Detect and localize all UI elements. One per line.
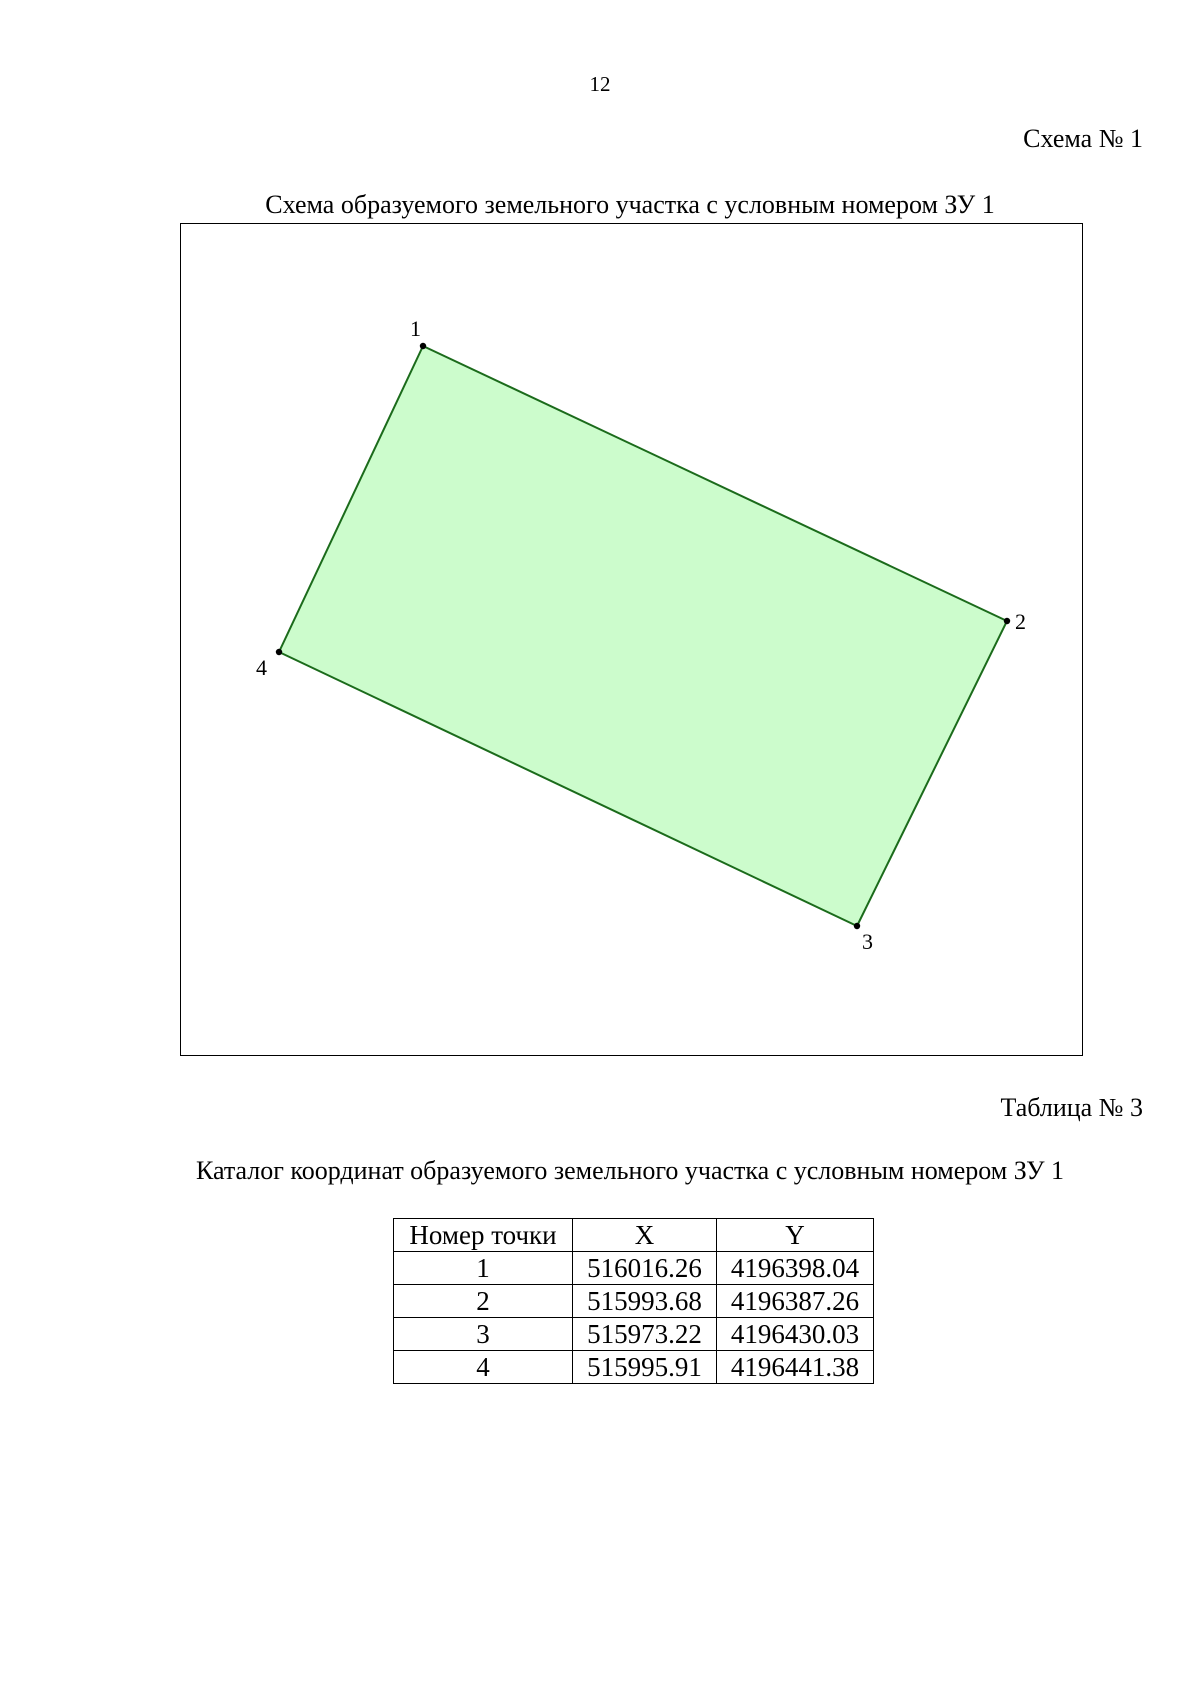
cell-y: 4196398.04 (717, 1252, 874, 1285)
cell-x: 516016.26 (573, 1252, 717, 1285)
table-row (394, 1285, 874, 1318)
vertex-4-label: 4 (256, 655, 267, 680)
cell-point: 2 (394, 1285, 573, 1318)
cell-point: 1 (394, 1252, 573, 1285)
header-y: Y (717, 1219, 874, 1252)
schema-frame (180, 223, 1083, 1056)
table-title: Каталог координат образуемого земельного участка с условным номером ЗУ 1 (195, 1156, 1065, 1185)
cell-y: 4196430.03 (717, 1318, 874, 1351)
coordinate-table (393, 1218, 874, 1384)
vertex-1-marker (420, 343, 426, 349)
vertex-3-label: 3 (862, 929, 873, 954)
header-point-number: Номер точки (394, 1219, 573, 1252)
table-row (394, 1252, 874, 1285)
parcel-diagram (181, 224, 1084, 1057)
vertex-4-marker (276, 649, 282, 655)
parcel-polygon (279, 346, 1007, 926)
vertex-1-label: 1 (410, 316, 421, 341)
cell-x: 515995.91 (573, 1351, 717, 1384)
cell-point: 4 (394, 1351, 573, 1384)
cell-y: 4196441.38 (717, 1351, 874, 1384)
schema-number-label: Схема № 1 (1023, 124, 1143, 153)
cell-x: 515993.68 (573, 1285, 717, 1318)
table-header-row (394, 1219, 874, 1252)
schema-title: Схема образуемого земельного участка с условным номером ЗУ 1 (265, 190, 995, 219)
table-row (394, 1351, 874, 1384)
cell-y: 4196387.26 (717, 1285, 874, 1318)
vertex-2-label: 2 (1015, 609, 1026, 634)
table-number-label: Таблица № 3 (1000, 1093, 1143, 1122)
page-number: 12 (589, 72, 611, 96)
cell-x: 515973.22 (573, 1318, 717, 1351)
vertex-3-marker (854, 923, 860, 929)
header-x: X (573, 1219, 717, 1252)
vertex-2-marker (1004, 618, 1010, 624)
cell-point: 3 (394, 1318, 573, 1351)
table-row (394, 1318, 874, 1351)
